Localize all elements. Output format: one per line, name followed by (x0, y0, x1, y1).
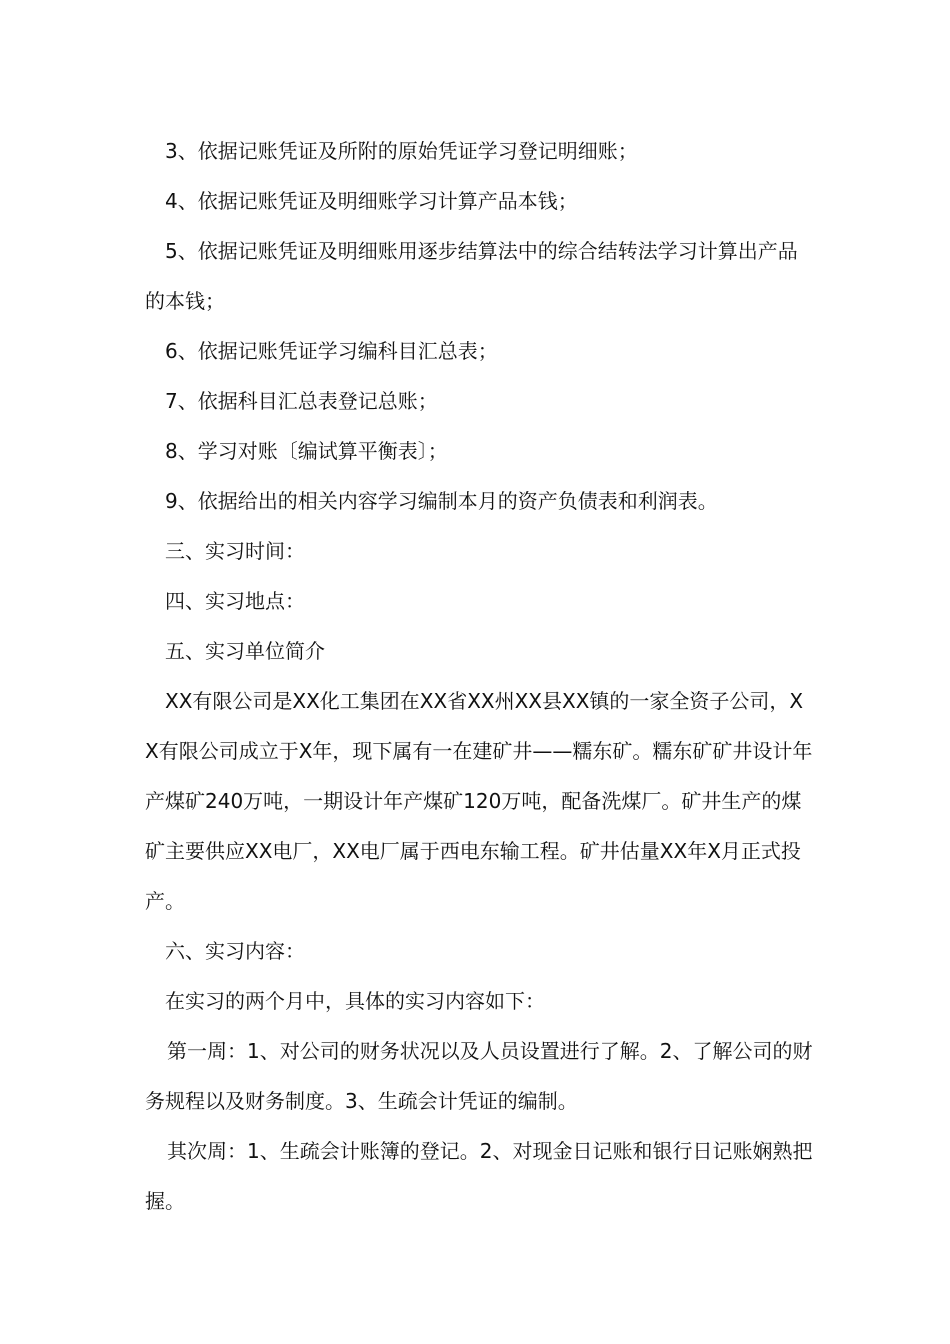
paragraph-step-8: 8、学习对账〔编试算平衡表〕； (165, 439, 448, 463)
section-heading-location: 四、实习地点： (165, 589, 305, 613)
paragraph-company-intro: XX有限公司是XX化工集团在XX省XX州XX县XX镇的一家全资子公司，XX有限公司成立于X年，现下属有一在建矿井——糯东矿。糯东矿矿井设计年产煤矿240万吨，一期设计年产煤矿120万吨，配备洗煤厂。矿井生产的煤矿主要供应XX电厂，XX电厂属于西电东输工程。矿井估量XX年X月正式投产。 (145, 689, 813, 913)
document-body (145, 126, 813, 1226)
section-heading-content: 六、实习内容： (165, 939, 305, 963)
paragraph-step-3: 3、依据记账凭证及所附的原始凭证学习登记明细账； (165, 139, 638, 163)
paragraph-week-2: 其次周：1、生疏会计账簿的登记。2、对现金日记账和银行日记账娴熟把握。 (145, 1139, 813, 1213)
paragraph-content-intro: 在实习的两个月中，具体的实习内容如下： (165, 989, 545, 1013)
paragraph-step-6: 6、依据记账凭证学习编科目汇总表； (165, 339, 498, 363)
paragraph-week-1: 第一周：1、对公司的财务状况以及人员设置进行了解。2、了解公司的财务规程以及财务制度。3、生疏会计凭证的编制。 (145, 1039, 813, 1113)
paragraph-step-7: 7、依据科目汇总表登记总账； (165, 389, 438, 413)
paragraph-step-9: 9、依据给出的相关内容学习编制本月的资产负债表和利润表。 (165, 489, 718, 513)
section-heading-company: 五、实习单位简介 (165, 639, 325, 663)
paragraph-step-4: 4、依据记账凭证及明细账学习计算产品本钱； (165, 189, 578, 213)
paragraph-step-5: 5、依据记账凭证及明细账用逐步结算法中的综合结转法学习计算出产品的本钱； (145, 239, 798, 313)
section-heading-time: 三、实习时间： (165, 539, 305, 563)
